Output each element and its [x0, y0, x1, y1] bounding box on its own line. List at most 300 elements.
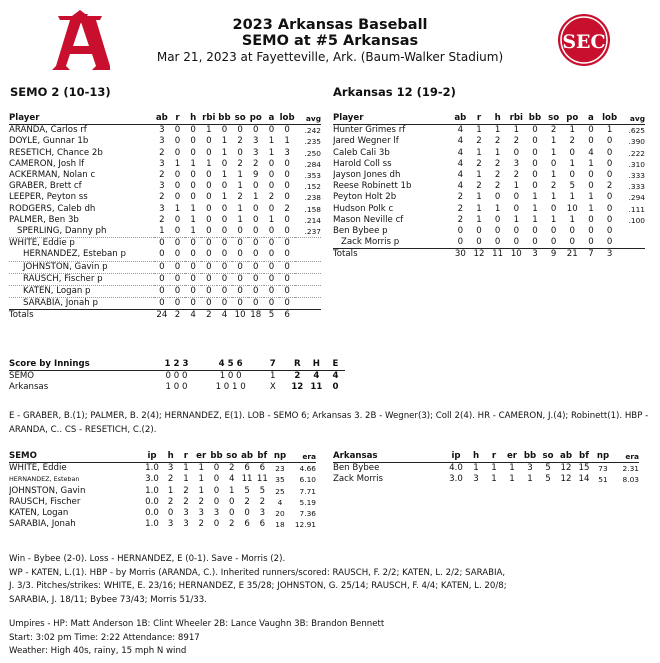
- stat-cell: 5: [569, 181, 575, 192]
- stat-cell: 0: [217, 286, 233, 298]
- stat-cell: 3: [513, 158, 520, 169]
- stat-cell: 0: [232, 273, 248, 285]
- stat-cell: 2: [259, 496, 266, 507]
- stat-cell: 4: [229, 474, 235, 485]
- column-header: ab: [241, 451, 254, 461]
- stat-cell: 1: [237, 181, 243, 192]
- stat-cell: 0: [563, 237, 582, 249]
- header-row: [333, 451, 639, 463]
- game-info: [9, 618, 654, 659]
- stat-cell: 0: [229, 508, 235, 519]
- column-header: a: [582, 113, 601, 125]
- inning-score: 1 0 0: [165, 382, 188, 393]
- stat-cell: 0: [154, 298, 170, 310]
- stat-cell: 0: [201, 226, 217, 238]
- player-name: Zack Morris p: [333, 237, 451, 249]
- stat-cell: 0: [154, 261, 170, 273]
- stat-cell: [295, 249, 321, 261]
- stat-cell: 1: [206, 125, 212, 136]
- stat-cell: 2: [494, 158, 501, 169]
- stat-cell: 1: [527, 474, 533, 485]
- stat-cell: 0: [237, 125, 243, 136]
- column-header: er: [194, 451, 209, 463]
- column-header: bb: [210, 451, 223, 461]
- stat-cell: 2: [550, 181, 557, 192]
- stat-cell: 0: [264, 273, 280, 285]
- column-header: era: [290, 451, 316, 463]
- stat-cell: 14: [578, 474, 590, 485]
- inning-score: 0: [332, 382, 339, 393]
- stat-cell: 0: [248, 298, 264, 310]
- stat-cell: 0: [170, 273, 186, 285]
- batter-row: [333, 204, 645, 215]
- stat-cell: 1: [550, 192, 557, 203]
- batter-row: [333, 125, 645, 137]
- stat-cell: .237: [295, 226, 321, 238]
- stat-cell: 2: [167, 496, 174, 507]
- stat-cell: 1.0: [145, 519, 159, 530]
- stat-cell: 1: [268, 147, 275, 158]
- column-header: ab: [451, 113, 470, 125]
- stat-cell: 2: [513, 170, 520, 181]
- stat-cell: 0: [221, 181, 228, 192]
- column-header: rbi: [202, 113, 216, 123]
- stat-cell: 3: [284, 147, 290, 158]
- stat-cell: 1: [569, 125, 575, 136]
- column-header: bf: [255, 451, 270, 463]
- batter-row: [9, 215, 321, 226]
- stat-cell: 3: [167, 463, 174, 474]
- stat-cell: 6.10: [299, 475, 316, 485]
- stat-cell: 7.36: [299, 509, 316, 519]
- stat-cell: 3: [253, 147, 259, 158]
- stat-cell: 2: [159, 170, 165, 181]
- pitcher-row: [9, 519, 316, 530]
- stat-cell: 1: [221, 192, 228, 203]
- stat-cell: 0: [476, 226, 482, 237]
- stat-cell: 0: [229, 496, 235, 507]
- stat-cell: 25: [275, 486, 285, 496]
- stat-cell: 0: [221, 158, 228, 169]
- column-header: r: [485, 451, 503, 463]
- batter-row: [9, 238, 321, 250]
- stat-cell: 0: [532, 147, 538, 158]
- totals-label: Totals: [333, 249, 451, 261]
- batter-row: [333, 181, 645, 192]
- stat-cell: 4.0: [449, 463, 463, 474]
- stat-cell: 2: [237, 192, 243, 203]
- stat-cell: .111: [628, 204, 645, 214]
- stat-cell: 2: [268, 192, 275, 203]
- pitcher-row: [9, 486, 316, 497]
- column-header: h: [488, 113, 507, 125]
- stat-cell: 23: [275, 464, 285, 474]
- stat-cell: 0: [206, 170, 212, 181]
- stat-cell: 0: [206, 192, 212, 203]
- stat-cell: 0: [279, 286, 295, 298]
- stat-cell: .242: [304, 126, 321, 136]
- inning-header: R: [288, 359, 307, 371]
- game-dateline: Mar 21, 2023 at Fayetteville, Ark. (Baum-Walker Stadium): [156, 50, 504, 64]
- total-cell: 3: [600, 249, 619, 261]
- column-header: bb: [218, 113, 231, 123]
- stat-cell: 1: [253, 192, 259, 203]
- column-header: Player: [333, 113, 451, 125]
- batter-row: [333, 226, 645, 237]
- column-header: so: [544, 113, 563, 125]
- stat-cell: 0: [600, 237, 619, 249]
- total-cell: 6: [279, 310, 295, 322]
- stat-cell: 2: [606, 181, 613, 192]
- stat-cell: 3: [159, 158, 165, 169]
- stat-cell: 6: [244, 519, 250, 530]
- player-name: Hudson Polk c: [333, 203, 394, 214]
- home-batting-table: [333, 113, 645, 261]
- stat-cell: 0: [532, 136, 538, 147]
- stat-cell: 0: [213, 519, 220, 530]
- stat-cell: 0: [185, 261, 201, 273]
- stat-cell: 0: [232, 286, 248, 298]
- stat-cell: 0: [174, 192, 181, 203]
- column-header: h: [185, 113, 201, 125]
- stat-cell: 0: [457, 226, 464, 237]
- stat-cell: 10: [566, 203, 578, 214]
- player-name: RODGERS, Caleb dh: [9, 203, 96, 214]
- stat-cell: 0: [213, 485, 220, 496]
- stat-cell: 4: [457, 158, 464, 169]
- stat-cell: 0: [544, 237, 563, 249]
- stat-cell: 3: [473, 474, 479, 485]
- stat-cell: 2: [159, 214, 165, 225]
- stat-cell: 0.0: [145, 508, 159, 519]
- stat-cell: 1: [513, 125, 520, 136]
- stat-cell: 1: [550, 147, 557, 158]
- away-pitching-table: [9, 451, 316, 530]
- stat-cell: 0: [253, 203, 259, 214]
- stat-cell: 0: [268, 238, 275, 249]
- stat-cell: 5: [545, 463, 551, 474]
- stat-cell: 0: [213, 496, 220, 507]
- stat-cell: 5.19: [299, 497, 316, 507]
- player-name: KATEN, Logan p: [9, 286, 154, 298]
- total-cell: 4: [217, 310, 233, 322]
- stat-cell: 1: [509, 463, 515, 474]
- stat-cell: 0: [154, 273, 170, 285]
- column-header: lob: [602, 113, 618, 123]
- stat-cell: 1: [476, 214, 482, 225]
- stat-cell: 5: [244, 485, 250, 496]
- stat-cell: 0: [217, 261, 233, 273]
- batter-row: [333, 159, 645, 170]
- stat-cell: .294: [628, 193, 645, 203]
- stat-cell: 0: [606, 158, 613, 169]
- stat-cell: 7.71: [299, 486, 316, 496]
- stat-cell: 1: [190, 214, 196, 225]
- column-header: Player: [9, 113, 154, 125]
- innings-label: Score by Innings: [9, 359, 149, 371]
- stat-cell: .238: [304, 193, 321, 203]
- batter-row: [9, 286, 321, 298]
- stat-cell: 1: [237, 203, 243, 214]
- stat-cell: 0: [284, 170, 290, 181]
- batter-row: [9, 204, 321, 215]
- stat-cell: 1: [198, 474, 204, 485]
- stat-cell: 0: [159, 238, 165, 249]
- stat-cell: 3: [183, 519, 189, 530]
- stat-cell: 20: [275, 509, 285, 519]
- player-name: JOHNSTON, Gavin p: [9, 261, 154, 273]
- stat-cell: 2.31: [622, 464, 639, 474]
- stat-cell: 2: [167, 474, 174, 485]
- stat-cell: 35: [275, 475, 285, 485]
- inning-score: 0 0 0: [165, 371, 188, 382]
- player-name: Reese Robinett 1b: [333, 181, 412, 192]
- inning-score: 11: [310, 382, 323, 393]
- stat-cell: 12: [560, 474, 572, 485]
- stat-cell: [295, 298, 321, 310]
- stat-cell: 0: [232, 226, 248, 238]
- stat-cell: 0: [507, 237, 526, 249]
- stat-cell: 0: [206, 147, 212, 158]
- header-row: [9, 451, 316, 463]
- stat-cell: 12.91: [294, 520, 316, 530]
- stat-cell: .310: [628, 159, 645, 169]
- stat-cell: 1: [221, 147, 228, 158]
- stat-cell: 0: [284, 214, 290, 225]
- inning-header: 1 2 3: [149, 359, 203, 371]
- stat-cell: 1: [476, 170, 482, 181]
- stat-cell: 0: [253, 238, 259, 249]
- player-name: Hunter Grimes rf: [333, 125, 406, 136]
- stat-cell: 0: [470, 237, 489, 249]
- stat-cell: 0: [588, 125, 594, 136]
- pitching-note-line: SARABIA, J. 18/11; Bybee 73/43; Morris 51/33.: [9, 594, 207, 605]
- column-header: np: [270, 451, 290, 463]
- stat-cell: .353: [304, 171, 321, 181]
- stat-cell: .158: [304, 204, 321, 214]
- stat-cell: 0: [284, 181, 290, 192]
- stat-cell: 0: [532, 125, 538, 136]
- stat-cell: 1: [476, 147, 482, 158]
- pitcher-name: WHITE, Eddie: [9, 463, 67, 474]
- stat-cell: 0: [237, 238, 243, 249]
- column-header: lob: [279, 113, 295, 123]
- column-header: bf: [575, 451, 593, 463]
- column-header: h: [163, 451, 178, 463]
- stat-cell: 2: [159, 147, 165, 158]
- totals-label: Totals: [9, 310, 154, 322]
- stat-cell: 0: [174, 214, 181, 225]
- stat-cell: 0: [569, 170, 575, 181]
- stat-cell: 1: [221, 136, 228, 147]
- batter-row: [333, 237, 645, 249]
- stat-cell: 1: [268, 214, 275, 225]
- stat-cell: 1: [588, 192, 594, 203]
- pitcher-row: [9, 463, 316, 475]
- stat-cell: 1: [190, 158, 196, 169]
- stat-cell: 2: [457, 214, 464, 225]
- inning-score: X: [269, 382, 276, 393]
- stat-cell: 2: [457, 203, 464, 214]
- stat-cell: 0: [217, 249, 233, 261]
- stat-cell: 1: [174, 203, 181, 214]
- pitching-note-line: WP - KATEN, L.(1). HBP - by Morris (ARANDA, C.). Inherited runners/scored: RAUSCH, F. 2/2; KATEN, L. 2/2; SARABIA,: [9, 567, 506, 578]
- home-pitching-table: [333, 451, 639, 486]
- away-batting-table: [9, 113, 321, 322]
- inning-header: H: [307, 359, 326, 371]
- stat-cell: 0: [451, 237, 470, 249]
- stat-cell: 0: [232, 261, 248, 273]
- stat-cell: 0: [201, 286, 217, 298]
- stat-cell: 0: [174, 136, 181, 147]
- stat-cell: .284: [304, 159, 321, 169]
- stat-cell: 8.03: [622, 475, 639, 485]
- column-header: h: [467, 451, 485, 463]
- stat-cell: 0: [279, 249, 295, 261]
- stat-cell: 0: [174, 125, 181, 136]
- totals-row: [9, 310, 321, 322]
- stat-cell: 0: [264, 249, 280, 261]
- column-header: avg: [295, 113, 321, 125]
- stat-cell: 0: [253, 125, 259, 136]
- batter-row: [333, 192, 645, 203]
- team-name: Arkansas: [9, 382, 49, 393]
- weather-line: Weather: High 40s, rainy, 15 mph N wind: [9, 646, 187, 656]
- innings-header-row: [9, 359, 345, 371]
- stat-cell: 1: [476, 125, 482, 136]
- stat-cell: 0: [532, 181, 538, 192]
- stat-cell: 0: [606, 214, 613, 225]
- stat-cell: 2: [183, 485, 189, 496]
- stat-cell: 0: [232, 249, 248, 261]
- stat-cell: 0: [170, 226, 186, 238]
- stat-cell: 0: [154, 249, 170, 261]
- stat-cell: 0: [606, 203, 613, 214]
- stat-cell: 1: [154, 226, 170, 238]
- stat-cell: 2: [198, 519, 204, 530]
- stat-cell: 0: [588, 214, 594, 225]
- stat-cell: .152: [304, 182, 321, 192]
- stat-cell: 1: [494, 203, 501, 214]
- stat-cell: 3.0: [449, 474, 463, 485]
- stat-cell: 0: [279, 273, 295, 285]
- stat-cell: 3: [213, 508, 220, 519]
- stat-cell: 1: [190, 203, 196, 214]
- player-name: Harold Coll ss: [333, 158, 392, 169]
- total-cell: 3: [526, 249, 545, 261]
- stat-cell: 0: [201, 249, 217, 261]
- player-name: SPERLING, Danny ph: [9, 226, 154, 238]
- stat-cell: 0: [264, 298, 280, 310]
- stat-cell: [295, 286, 321, 298]
- stat-cell: 2: [513, 136, 520, 147]
- stat-cell: 11: [241, 474, 253, 485]
- column-header: rbi: [507, 113, 526, 125]
- stat-cell: 0: [284, 125, 290, 136]
- stat-cell: 0: [268, 170, 275, 181]
- stat-cell: 1: [198, 485, 204, 496]
- stat-cell: 0: [206, 136, 212, 147]
- stat-cell: 0: [588, 226, 594, 237]
- batter-row: [9, 273, 321, 285]
- stat-cell: 51: [598, 475, 608, 485]
- stat-cell: 1.0: [145, 485, 159, 496]
- inning-score: 1 0 0: [219, 371, 242, 382]
- stat-cell: 0: [174, 147, 181, 158]
- stat-cell: 0: [174, 181, 181, 192]
- stat-cell: 0: [494, 192, 501, 203]
- stat-cell: 3.0: [145, 474, 159, 485]
- column-header: so: [232, 113, 248, 125]
- stat-cell: 12: [560, 463, 572, 474]
- player-name: HERNANDEZ, Esteban p: [9, 249, 154, 261]
- player-name: Peyton Holt 2b: [333, 192, 397, 203]
- stat-cell: 3: [159, 181, 165, 192]
- pitcher-name: Zack Morris: [333, 474, 384, 485]
- matchup-title: SEMO at #5 Arkansas: [241, 33, 419, 49]
- stat-cell: 6: [244, 463, 250, 474]
- stat-cell: 2: [569, 136, 575, 147]
- stat-cell: 3: [527, 463, 533, 474]
- stat-cell: 2: [284, 203, 290, 214]
- inning-score: 4: [313, 371, 320, 382]
- stat-cell: 0: [268, 181, 275, 192]
- stat-cell: [619, 226, 645, 237]
- stat-cell: 0: [206, 203, 212, 214]
- report-title: 2023 Arkansas Baseball: [232, 17, 428, 33]
- inning-score: 1 0 1 0: [215, 382, 246, 393]
- stat-cell: 2: [476, 136, 482, 147]
- stat-cell: 4: [588, 147, 594, 158]
- pitcher-name: HERNANDEZ, Esteban: [9, 475, 80, 484]
- column-header: po: [249, 113, 262, 123]
- stat-cell: 0: [213, 463, 220, 474]
- stat-cell: 4: [457, 147, 464, 158]
- batter-row: [333, 148, 645, 159]
- stat-cell: 73: [598, 464, 608, 474]
- stat-cell: .333: [628, 171, 645, 181]
- stat-cell: 1: [550, 136, 557, 147]
- stat-cell: [295, 238, 321, 250]
- stat-cell: 5: [545, 474, 551, 485]
- total-cell: [295, 310, 321, 322]
- stat-cell: 3: [253, 136, 259, 147]
- batter-row: [9, 226, 321, 238]
- stat-cell: 0: [606, 192, 613, 203]
- stat-cell: 0: [190, 192, 196, 203]
- column-header: a: [264, 113, 280, 125]
- stat-cell: 2: [494, 170, 501, 181]
- innings-team-row: [9, 382, 345, 393]
- stat-cell: 0: [550, 226, 557, 237]
- total-cell: 12: [470, 249, 489, 261]
- stat-cell: 2: [476, 158, 482, 169]
- stat-cell: 5: [259, 485, 266, 496]
- stat-cell: 4: [457, 125, 464, 136]
- stat-cell: 0: [190, 181, 196, 192]
- stat-cell: 9: [253, 170, 259, 181]
- total-cell: [619, 249, 645, 261]
- total-cell: 10: [507, 249, 526, 261]
- stat-cell: 0: [170, 261, 186, 273]
- stat-cell: 1: [588, 203, 594, 214]
- stat-cell: 1: [167, 485, 174, 496]
- pitcher-row: [9, 474, 316, 485]
- inning-header: 7: [258, 359, 288, 371]
- stat-cell: 0: [213, 474, 220, 485]
- batter-row: [9, 148, 321, 159]
- column-header: er: [503, 451, 521, 463]
